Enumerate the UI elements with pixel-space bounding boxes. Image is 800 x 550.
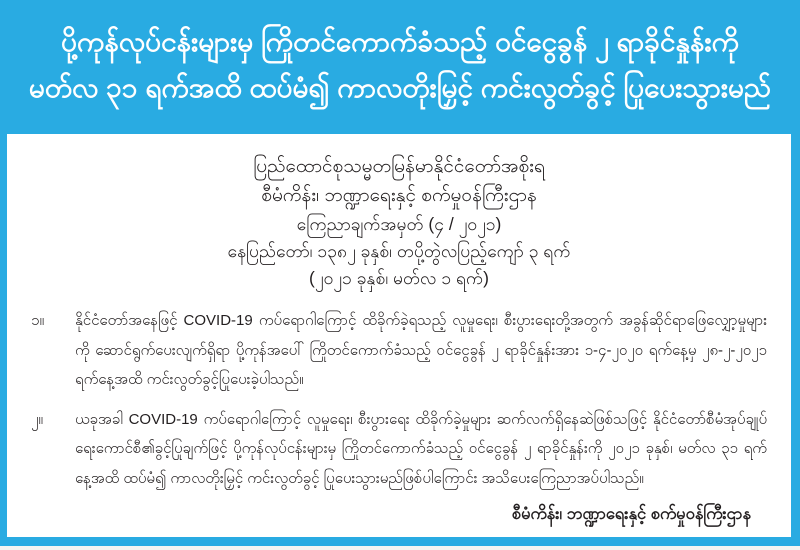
announcement-paper — [7, 134, 791, 537]
headline-line-2: မတ်လ ၃၁ ရက်အထိ ထပ်မံ၍ ကာလတိုးမြှင့် ကင်းလွတ်ခွင့် ပြုပေးသွားမည် — [28, 72, 772, 103]
bottom-edge-strip — [0, 546, 800, 550]
paragraph-2-number: ၂။ — [31, 411, 43, 428]
paragraph-1-text: နိုင်ငံတော်အနေဖြင့် COVID-19 ကပ်ရောဂါကြောင့် ထိခိုက်ခဲ့ရသည့် လူမှုရေး၊ စီးပွားရေးတို့အတွက် အခွန်ဆိုင်ရာဖြေလျှော့မှုများကို ဆောင်ရွက်ပေးလျက်ရှိရာ ပို့ကုန်အပေါ် ကြိုတင်ကောက်ခံသည့် ဝင်ငွေခွန် ၂ ရာခိုင်နှုန်းအား ၁-၄-၂၀၂၀ ရက်နေ့မှ ၂၈-၂-၂၀၂၁ ရက်နေ့အထိ ကင်းလွတ်ခွင့်ပြုပေးခဲ့ပါသည်။ — [75, 312, 767, 388]
date-myanmar-calendar: နေပြည်တော်၊ ၁၃၈၂ ခုနှစ်၊ တပို့တွဲလပြည့်ကျော် ၃ ရက် — [227, 241, 571, 261]
announcement-number: ကြေညာချက်အမှတ် (၄ / ၂၀၂၁) — [296, 213, 502, 234]
ministry-name: စီမံကိန်း၊ ဘဏ္ဍာရေးနှင့် စက်မှုဝန်ကြီးဌာန — [261, 185, 537, 207]
paragraph-1 — [31, 306, 767, 394]
headline-line-1: ပို့ကုန်လုပ်ငန်းများမှ ကြိုတင်ကောက်ခံသည့် ဝင်ငွေခွန် ၂ ရာခိုင်နှုန်းကို — [61, 26, 739, 58]
paragraph-2-text: ယခုအခါ COVID-19 ကပ်ရောဂါကြောင့် လူမှုရေး၊ စီးပွားရေး ထိခိုက်ခဲ့မှုများ ဆက်လက်ရှိနေဆဲဖြစ်သဖြင့် နိုင်ငံတော်စီမံအုပ်ချုပ်ရေးကောင်စီ၏ခွင့်ပြုချက်ဖြင့် ပို့ကုန်လုပ်ငန်းများမှ ကြိုတင်ကောက်ခံသည့် ဝင်ငွေခွန် ၂ ရာခိုင်နှုန်းကို ၂၀၂၁ ခုနှစ်၊ မတ်လ ၃၁ ရက်နေ့အထိ ထပ်မံ၍ ကာလတိုးမြှင့် ကင်းလွတ်ခွင့် ပြုပေးသွားမည်ဖြစ်ပါကြောင်း အသိပေးကြေညာအပ်ပါသည်။ — [75, 411, 767, 487]
government-name: ပြည်ထောင်စုသမ္မတမြန်မာနိုင်ငံတော်အစိုးရ — [253, 156, 545, 177]
signature-ministry: စီမံကိန်း၊ ဘဏ္ဍာရေးနှင့် စက်မှုဝန်ကြီးဌာန — [511, 504, 751, 523]
paragraph-2 — [31, 405, 767, 493]
letterhead — [31, 152, 767, 292]
paragraph-1-number: ၁။ — [31, 312, 44, 330]
headline-banner — [0, 0, 800, 134]
date-gregorian: (၂၀၂၁ ခုနှစ်၊ မတ်လ ၁ ရက်) — [309, 268, 489, 289]
